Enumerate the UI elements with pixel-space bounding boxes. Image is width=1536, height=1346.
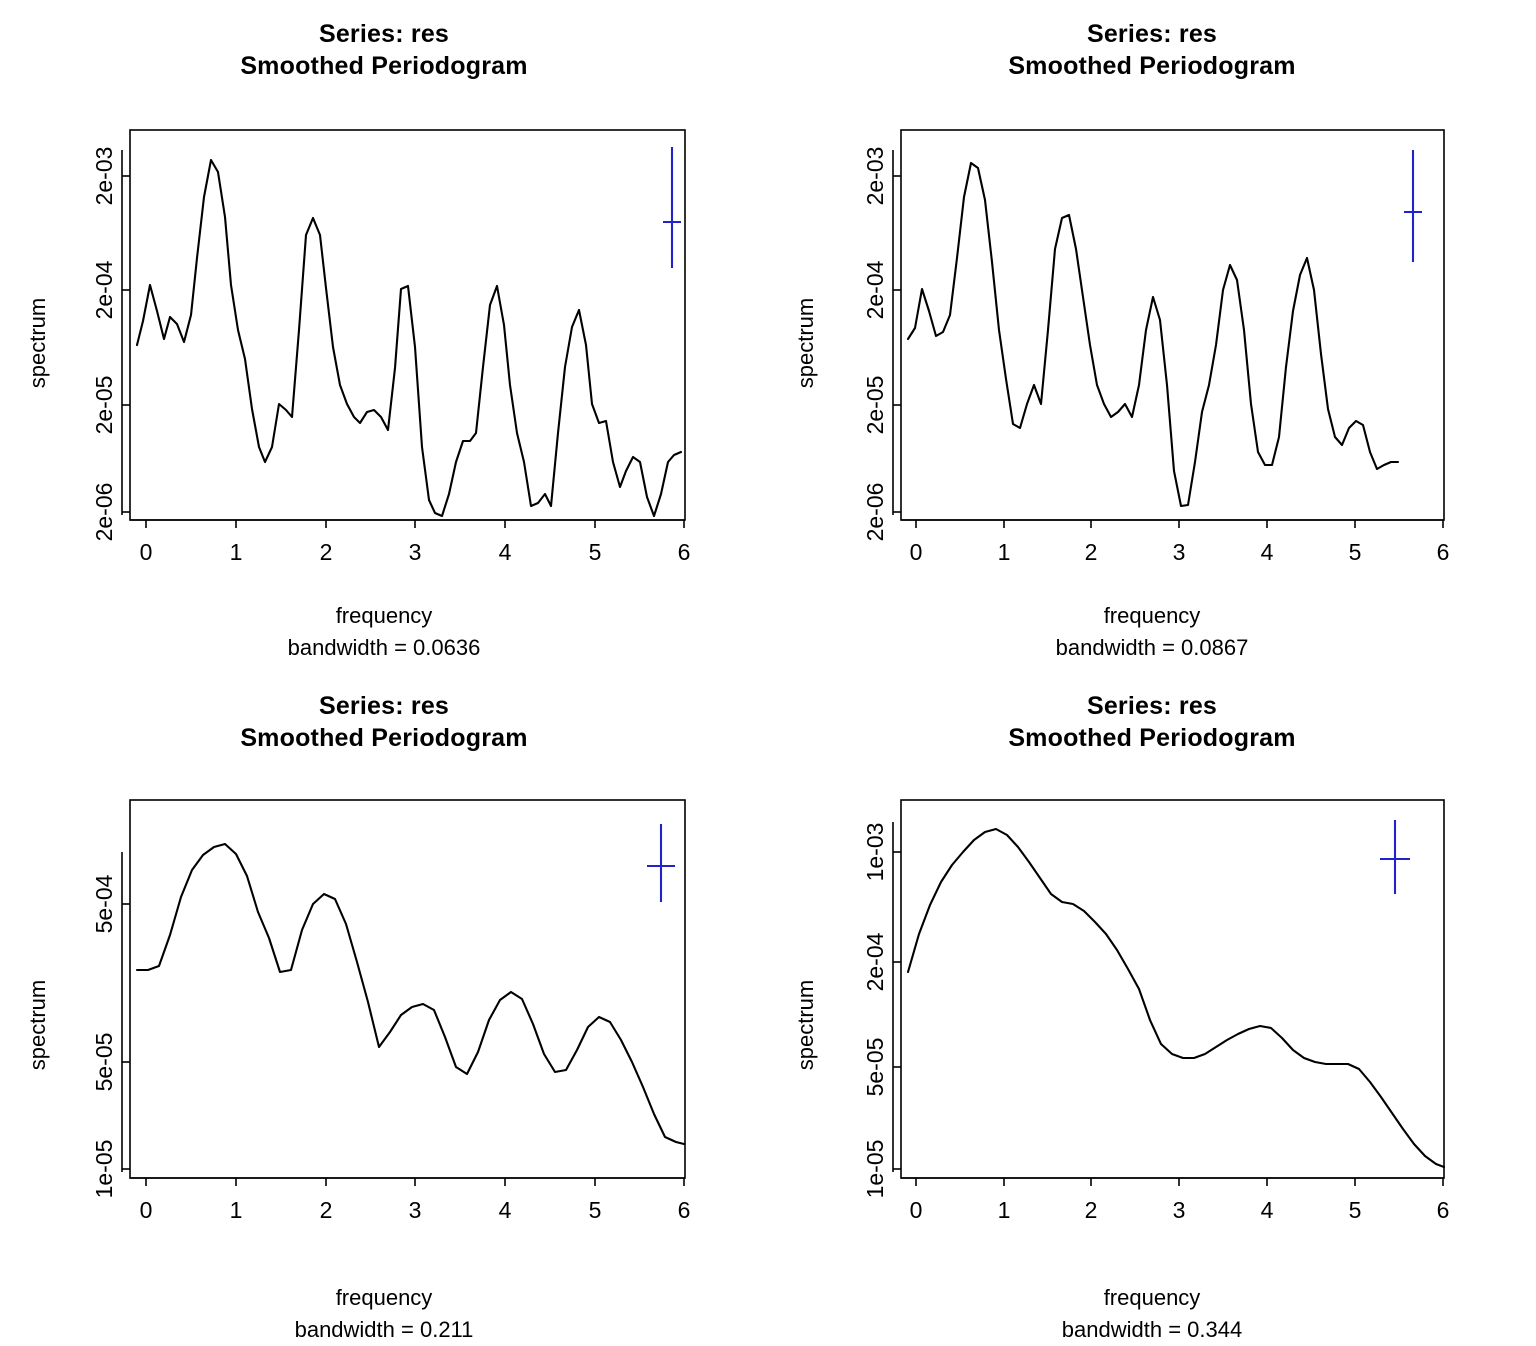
panel-1-title-line2: Smoothed Periodogram: [240, 52, 528, 80]
svg-text:1: 1: [997, 539, 1011, 565]
svg-text:3: 3: [1172, 1197, 1186, 1223]
svg-text:1: 1: [229, 1197, 243, 1223]
panel-4-spectrum-line: [908, 829, 1444, 1167]
panel-4-bandwidth: bandwidth = 0.344: [1061, 1316, 1243, 1342]
svg-text:0: 0: [139, 1197, 153, 1223]
svg-text:1e-05: 1e-05: [91, 1139, 117, 1199]
panel-3-ylabel: spectrum: [25, 979, 50, 1071]
panel-4-ylabel: spectrum: [793, 979, 818, 1071]
svg-text:6: 6: [677, 1197, 691, 1223]
svg-text:0: 0: [909, 1197, 923, 1223]
panel-1-bandwidth: bandwidth = 0.0636: [287, 634, 481, 660]
panel-2-title-line1: Series: res: [1086, 20, 1218, 48]
svg-text:2: 2: [1084, 539, 1098, 565]
panel-1-xlabel-text: frequency: [335, 603, 433, 628]
panel-4-title-line1: Series: res: [1086, 692, 1218, 720]
svg-text:2e-06: 2e-06: [91, 482, 117, 542]
svg-text:6: 6: [1436, 1197, 1450, 1223]
panel-1-confidence-bar: [663, 147, 681, 268]
svg-text:2: 2: [319, 1197, 333, 1223]
svg-text:2: 2: [319, 539, 333, 565]
panel-2-ylabel: spectrum: [793, 297, 818, 389]
panel-4-title-line2: Smoothed Periodogram: [1008, 724, 1296, 752]
panel-3-title-line2: Smoothed Periodogram: [240, 724, 528, 752]
svg-text:6: 6: [677, 539, 691, 565]
svg-text:1: 1: [229, 539, 243, 565]
svg-text:3: 3: [408, 539, 422, 565]
panel-3-title-line1: Series: res: [318, 692, 450, 720]
svg-text:1e-03: 1e-03: [862, 822, 888, 882]
svg-text:3: 3: [408, 1197, 422, 1223]
panel-3-plot: [0, 672, 768, 1344]
panel-1-ylabel: spectrum: [25, 297, 50, 389]
svg-text:5: 5: [1348, 539, 1362, 565]
panel-4-xlabel-text: frequency: [1103, 1285, 1201, 1310]
svg-text:2e-05: 2e-05: [862, 375, 888, 435]
panel-3-confidence-bar: [647, 824, 675, 902]
panel-1-plot: [0, 0, 768, 672]
panel-1: [0, 0, 768, 672]
svg-text:1e-05: 1e-05: [862, 1139, 888, 1199]
panel-4: [768, 672, 1536, 1344]
panel-2: [768, 0, 1536, 672]
svg-text:2e-04: 2e-04: [91, 260, 117, 320]
svg-text:2e-04: 2e-04: [862, 260, 888, 320]
panel-2-confidence-bar: [1404, 150, 1422, 262]
svg-text:5e-04: 5e-04: [91, 874, 117, 934]
panel-4-plot: [768, 672, 1536, 1344]
panel-3: [0, 672, 768, 1344]
panel-2-title-line2: Smoothed Periodogram: [1008, 52, 1296, 80]
panel-3-bandwidth: bandwidth = 0.211: [294, 1316, 474, 1342]
panel-2-spectrum-line: [908, 163, 1398, 506]
svg-text:2e-06: 2e-06: [862, 482, 888, 542]
panel-1-title-line1: Series: res: [318, 20, 450, 48]
svg-text:5: 5: [588, 539, 602, 565]
panel-2-bandwidth: bandwidth = 0.0867: [1055, 634, 1249, 660]
svg-text:5: 5: [1348, 1197, 1362, 1223]
panel-2-xlabel-text: frequency: [1103, 603, 1201, 628]
svg-text:5e-05: 5e-05: [862, 1037, 888, 1097]
svg-text:4: 4: [498, 1197, 512, 1223]
svg-text:2e-03: 2e-03: [91, 146, 117, 206]
svg-text:2e-03: 2e-03: [862, 146, 888, 206]
panel-3-spectrum-line: [137, 844, 684, 1144]
svg-text:4: 4: [1260, 539, 1274, 565]
panel-4-confidence-bar: [1380, 820, 1410, 894]
svg-text:3: 3: [1172, 539, 1186, 565]
svg-text:0: 0: [139, 539, 153, 565]
svg-text:2: 2: [1084, 1197, 1098, 1223]
svg-text:5: 5: [588, 1197, 602, 1223]
svg-text:6: 6: [1436, 539, 1450, 565]
svg-text:4: 4: [498, 539, 512, 565]
svg-text:2e-05: 2e-05: [91, 375, 117, 435]
svg-text:0: 0: [909, 539, 923, 565]
svg-text:5e-05: 5e-05: [91, 1032, 117, 1092]
panel-1-spectrum-line: [137, 160, 681, 516]
svg-text:1: 1: [997, 1197, 1011, 1223]
svg-text:2e-04: 2e-04: [862, 932, 888, 992]
panel-3-xlabel-text: frequency: [335, 1285, 433, 1310]
svg-text:4: 4: [1260, 1197, 1274, 1223]
panel-2-plot: [768, 0, 1536, 672]
